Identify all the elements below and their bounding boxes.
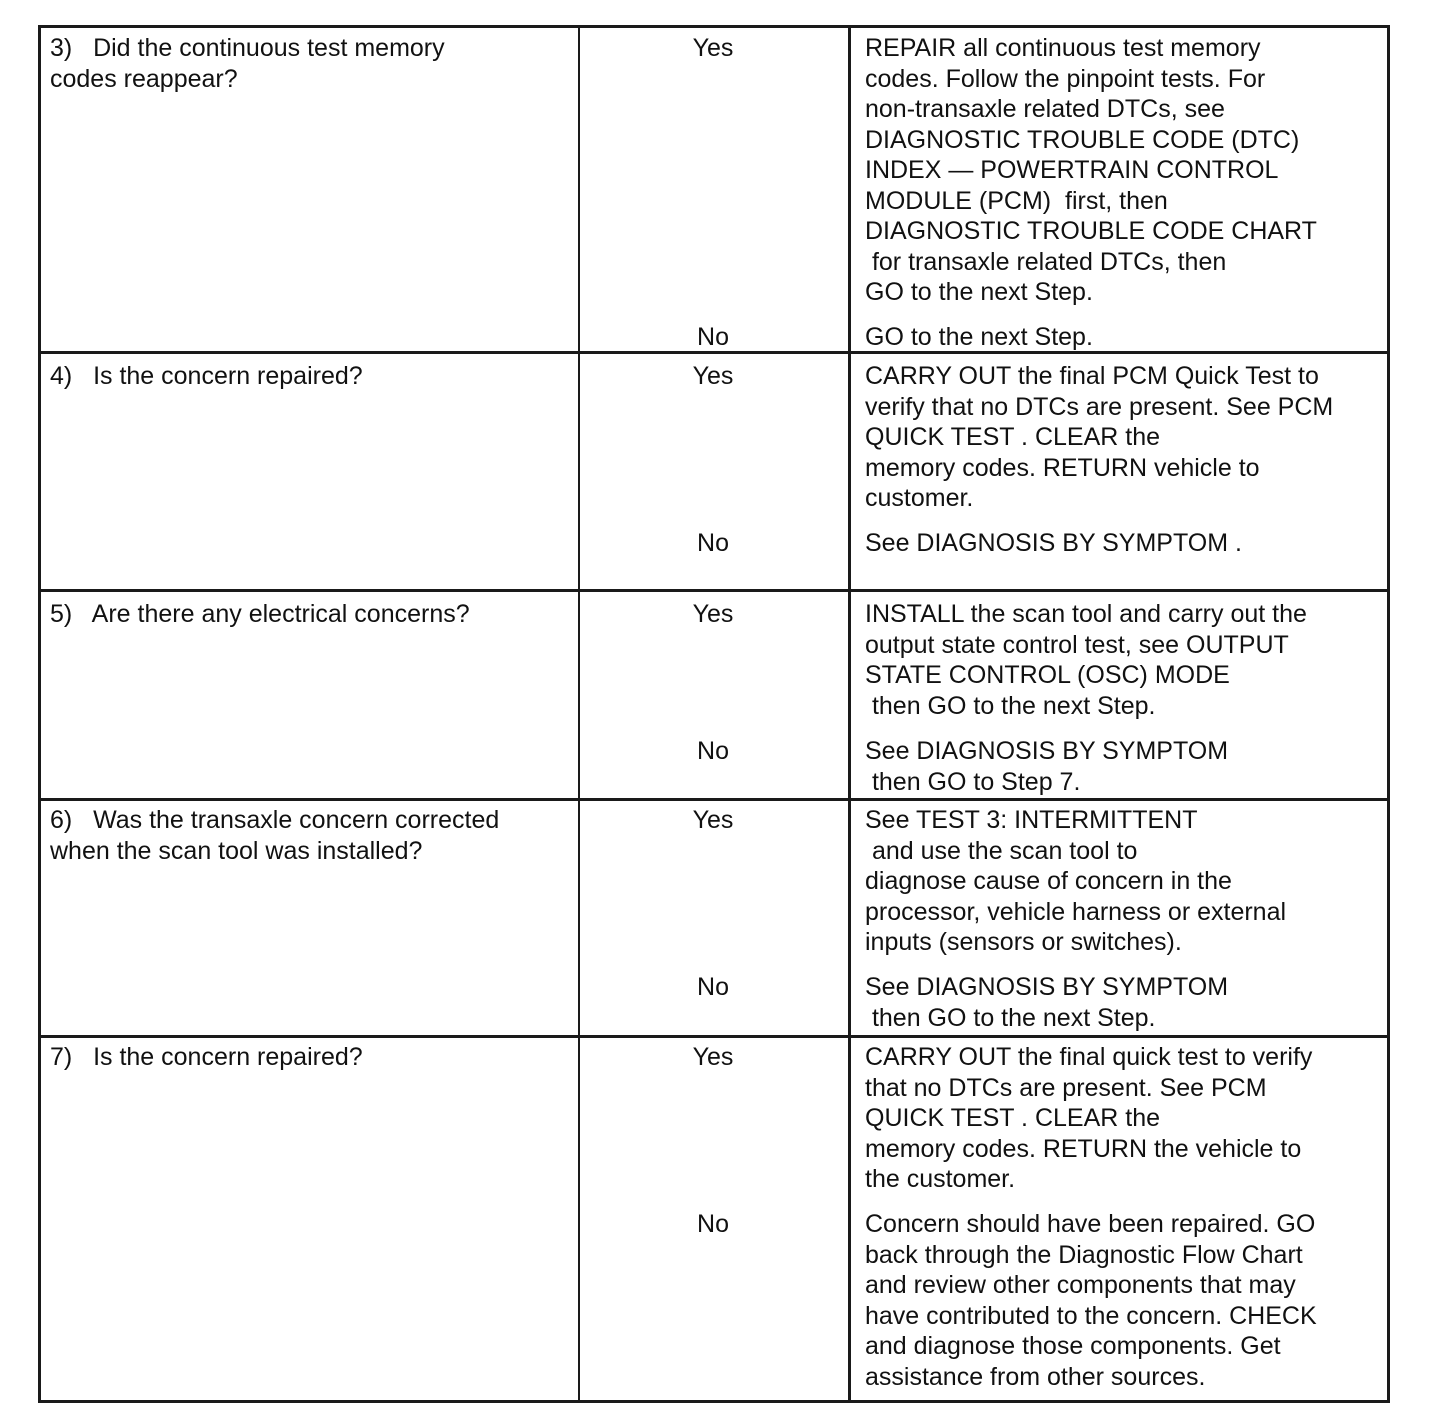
no-action: Concern should have been repaired. GO back through the Diagnostic Flow Chart and review other components that may have contributed to the concern. CHECK and diagnose those components. Get assistance from other sources. xyxy=(865,1210,1317,1391)
yes-action: See TEST 3: INTERMITTENT and use the scan tool to diagnose cause of concern in the processor, vehicle harness or external inputs (sensors or switches). xyxy=(865,806,1287,956)
step-question: 7) Is the concern repaired? xyxy=(50,1043,363,1071)
step-row-4 xyxy=(41,353,1387,589)
step-row-7 xyxy=(41,1037,1387,1403)
step-row-6 xyxy=(41,800,1387,1035)
no-action: See DIAGNOSIS BY SYMPTOM . xyxy=(865,529,1242,557)
yes-label: Yes xyxy=(692,600,734,628)
no-label: No xyxy=(697,529,729,557)
no-label: No xyxy=(697,323,729,351)
step-row-3 xyxy=(41,28,1387,353)
step-question: 4) Is the concern repaired? xyxy=(50,362,363,390)
yes-label: Yes xyxy=(692,362,734,390)
yes-action: CARRY OUT the final PCM Quick Test to verify that no DTCs are present. See PCM QUICK TEST . CLEAR the memory codes. RETURN vehicle to customer. xyxy=(865,362,1334,512)
step-question: 6) Was the transaxle concern corrected when the scan tool was installed? xyxy=(50,806,500,865)
no-action: See DIAGNOSIS BY SYMPTOM then GO to Step 7. xyxy=(865,737,1229,796)
yes-label: Yes xyxy=(692,34,734,62)
yes-label: Yes xyxy=(692,806,734,834)
no-action: GO to the next Step. xyxy=(865,323,1093,351)
no-action: See DIAGNOSIS BY SYMPTOM then GO to the next Step. xyxy=(865,973,1229,1032)
no-label: No xyxy=(697,737,729,765)
yes-action: INSTALL the scan tool and carry out the output state control test, see OUTPUT STATE CONTROL (OSC) MODE then GO to the next Step. xyxy=(865,600,1307,720)
yes-action: CARRY OUT the final quick test to verify that no DTCs are present. See PCM QUICK TEST . CLEAR the memory codes. RETURN the vehicle to the customer. xyxy=(865,1043,1313,1193)
step-row-5 xyxy=(41,591,1387,798)
step-question: 3) Did the continuous test memory codes reappear? xyxy=(50,34,445,93)
no-label: No xyxy=(697,973,729,1001)
no-label: No xyxy=(697,1210,729,1238)
yes-action: REPAIR all continuous test memory codes. Follow the pinpoint tests. For non-transaxle related DTCs, see DIAGNOSTIC TROUBLE CODE (DTC) INDEX — POWERTRAIN CONTROL MODULE (PCM) first, then DIAGNOSTIC TROUBLE CODE CHART for transaxle related DTCs, then GO to the next Step. xyxy=(865,34,1317,306)
step-question: 5) Are there any electrical concerns? xyxy=(50,600,470,628)
diagnostic-table xyxy=(38,25,1390,1403)
yes-label: Yes xyxy=(692,1043,734,1071)
